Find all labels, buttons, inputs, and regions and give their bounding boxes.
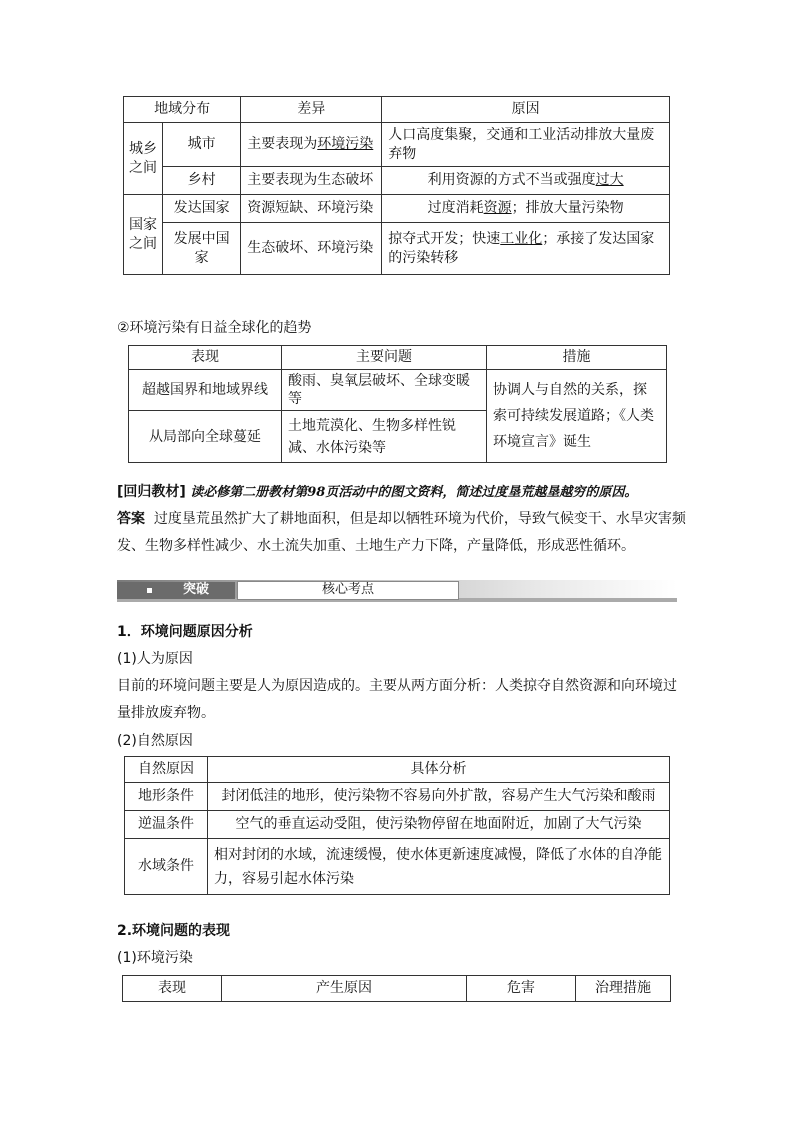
group-label: 城乡之间 (124, 123, 163, 195)
section-title: 1．环境问题原因分析 (117, 624, 253, 640)
sub-title: (1)环境污染 (117, 950, 193, 966)
table-cell: 酸雨、臭氧层破坏、全球变暖等 (282, 370, 487, 411)
table-cell: 土地荒漠化、生物多样性锐减、水体污染等 (282, 411, 487, 463)
section-title: 2.环境问题的表现 (117, 923, 231, 939)
table-header: 差异 (241, 97, 382, 123)
table-header: 危害 (467, 976, 576, 1002)
table-cell: 利用资源的方式不当或强度过大 (382, 167, 670, 195)
section-banner (117, 580, 677, 602)
square-icon (147, 588, 152, 593)
table-header: 表现 (129, 346, 282, 370)
table-header: 主要问题 (282, 346, 487, 370)
table-cell: 地形条件 (125, 783, 208, 811)
table-cell: 生态破坏、环境污染 (241, 223, 382, 275)
table-header: 地域分布 (124, 97, 241, 123)
table-cell: 主要表现为环境污染 (241, 123, 382, 167)
table-cell: 过度消耗资源；排放大量污染物 (382, 195, 670, 223)
table-header: 表现 (123, 976, 222, 1002)
table-header: 产生原因 (222, 976, 467, 1002)
table-cell: 逆温条件 (125, 811, 208, 839)
table-cell: 水域条件 (125, 839, 208, 895)
review-answer: 答案 过度垦荒虽然扩大了耕地面积，但是却以牺牲环境为代价，导致气候变干、水旱灾害频发、生物多样性减少、水土流失加重、土地生产力下降，产量降低，形成恶性循环。 (117, 511, 686, 554)
table-cell: 主要表现为生态破坏 (241, 167, 382, 195)
group-label: 国家之间 (124, 195, 163, 275)
section-heading: ②环境污染有日益全球化的趋势 (117, 320, 312, 336)
table-cell: 协调人与自然的关系，探索可持续发展道路；《人类环境宣言》诞生 (487, 370, 667, 463)
table-cell: 空气的垂直运动受阻，使污染物停留在地面附近，加剧了大气污染 (208, 811, 670, 839)
table-cell: 城市 (163, 123, 241, 167)
global-pollution-table (128, 345, 667, 463)
review-question: [回归教材] 读必修第二册教材第98页活动中的图文资料，简述过度垦荒越垦越穷的原因。 (117, 484, 638, 500)
table-header: 措施 (487, 346, 667, 370)
table-cell: 掠夺式开发；快速工业化；承接了发达国家的污染转移 (382, 223, 670, 275)
banner-left: 突破 (117, 582, 235, 599)
table-cell: 封闭低洼的地形，使污染物不容易向外扩散，容易产生大气污染和酸雨 (208, 783, 670, 811)
regional-difference-table (123, 96, 670, 275)
table-cell: 发达国家 (163, 195, 241, 223)
table-cell: 超越国界和地域界线 (129, 370, 282, 411)
sub-title: (2)自然原因 (117, 733, 193, 749)
table-header: 原因 (382, 97, 670, 123)
table-cell: 乡村 (163, 167, 241, 195)
natural-causes-table (124, 756, 670, 895)
pollution-table (122, 975, 671, 1002)
table-cell: 资源短缺、环境污染 (241, 195, 382, 223)
table-cell: 人口高度集聚，交通和工业活动排放大量废弃物 (382, 123, 670, 167)
table-cell: 发展中国家 (163, 223, 241, 275)
table-header: 具体分析 (208, 757, 670, 783)
paragraph: 目前的环境问题主要是人为原因造成的。主要从两方面分析：人类掠夺自然资源和向环境过量排放废弃物。 (117, 678, 677, 721)
sub-title: (1)人为原因 (117, 651, 193, 667)
table-header: 自然原因 (125, 757, 208, 783)
table-cell: 相对封闭的水域，流速缓慢，使水体更新速度减慢，降低了水体的自净能力，容易引起水体污染 (208, 839, 670, 895)
table-header: 治理措施 (576, 976, 671, 1002)
banner-right: 核心考点 (237, 581, 459, 600)
table-cell: 从局部向全球蔓延 (129, 411, 282, 463)
